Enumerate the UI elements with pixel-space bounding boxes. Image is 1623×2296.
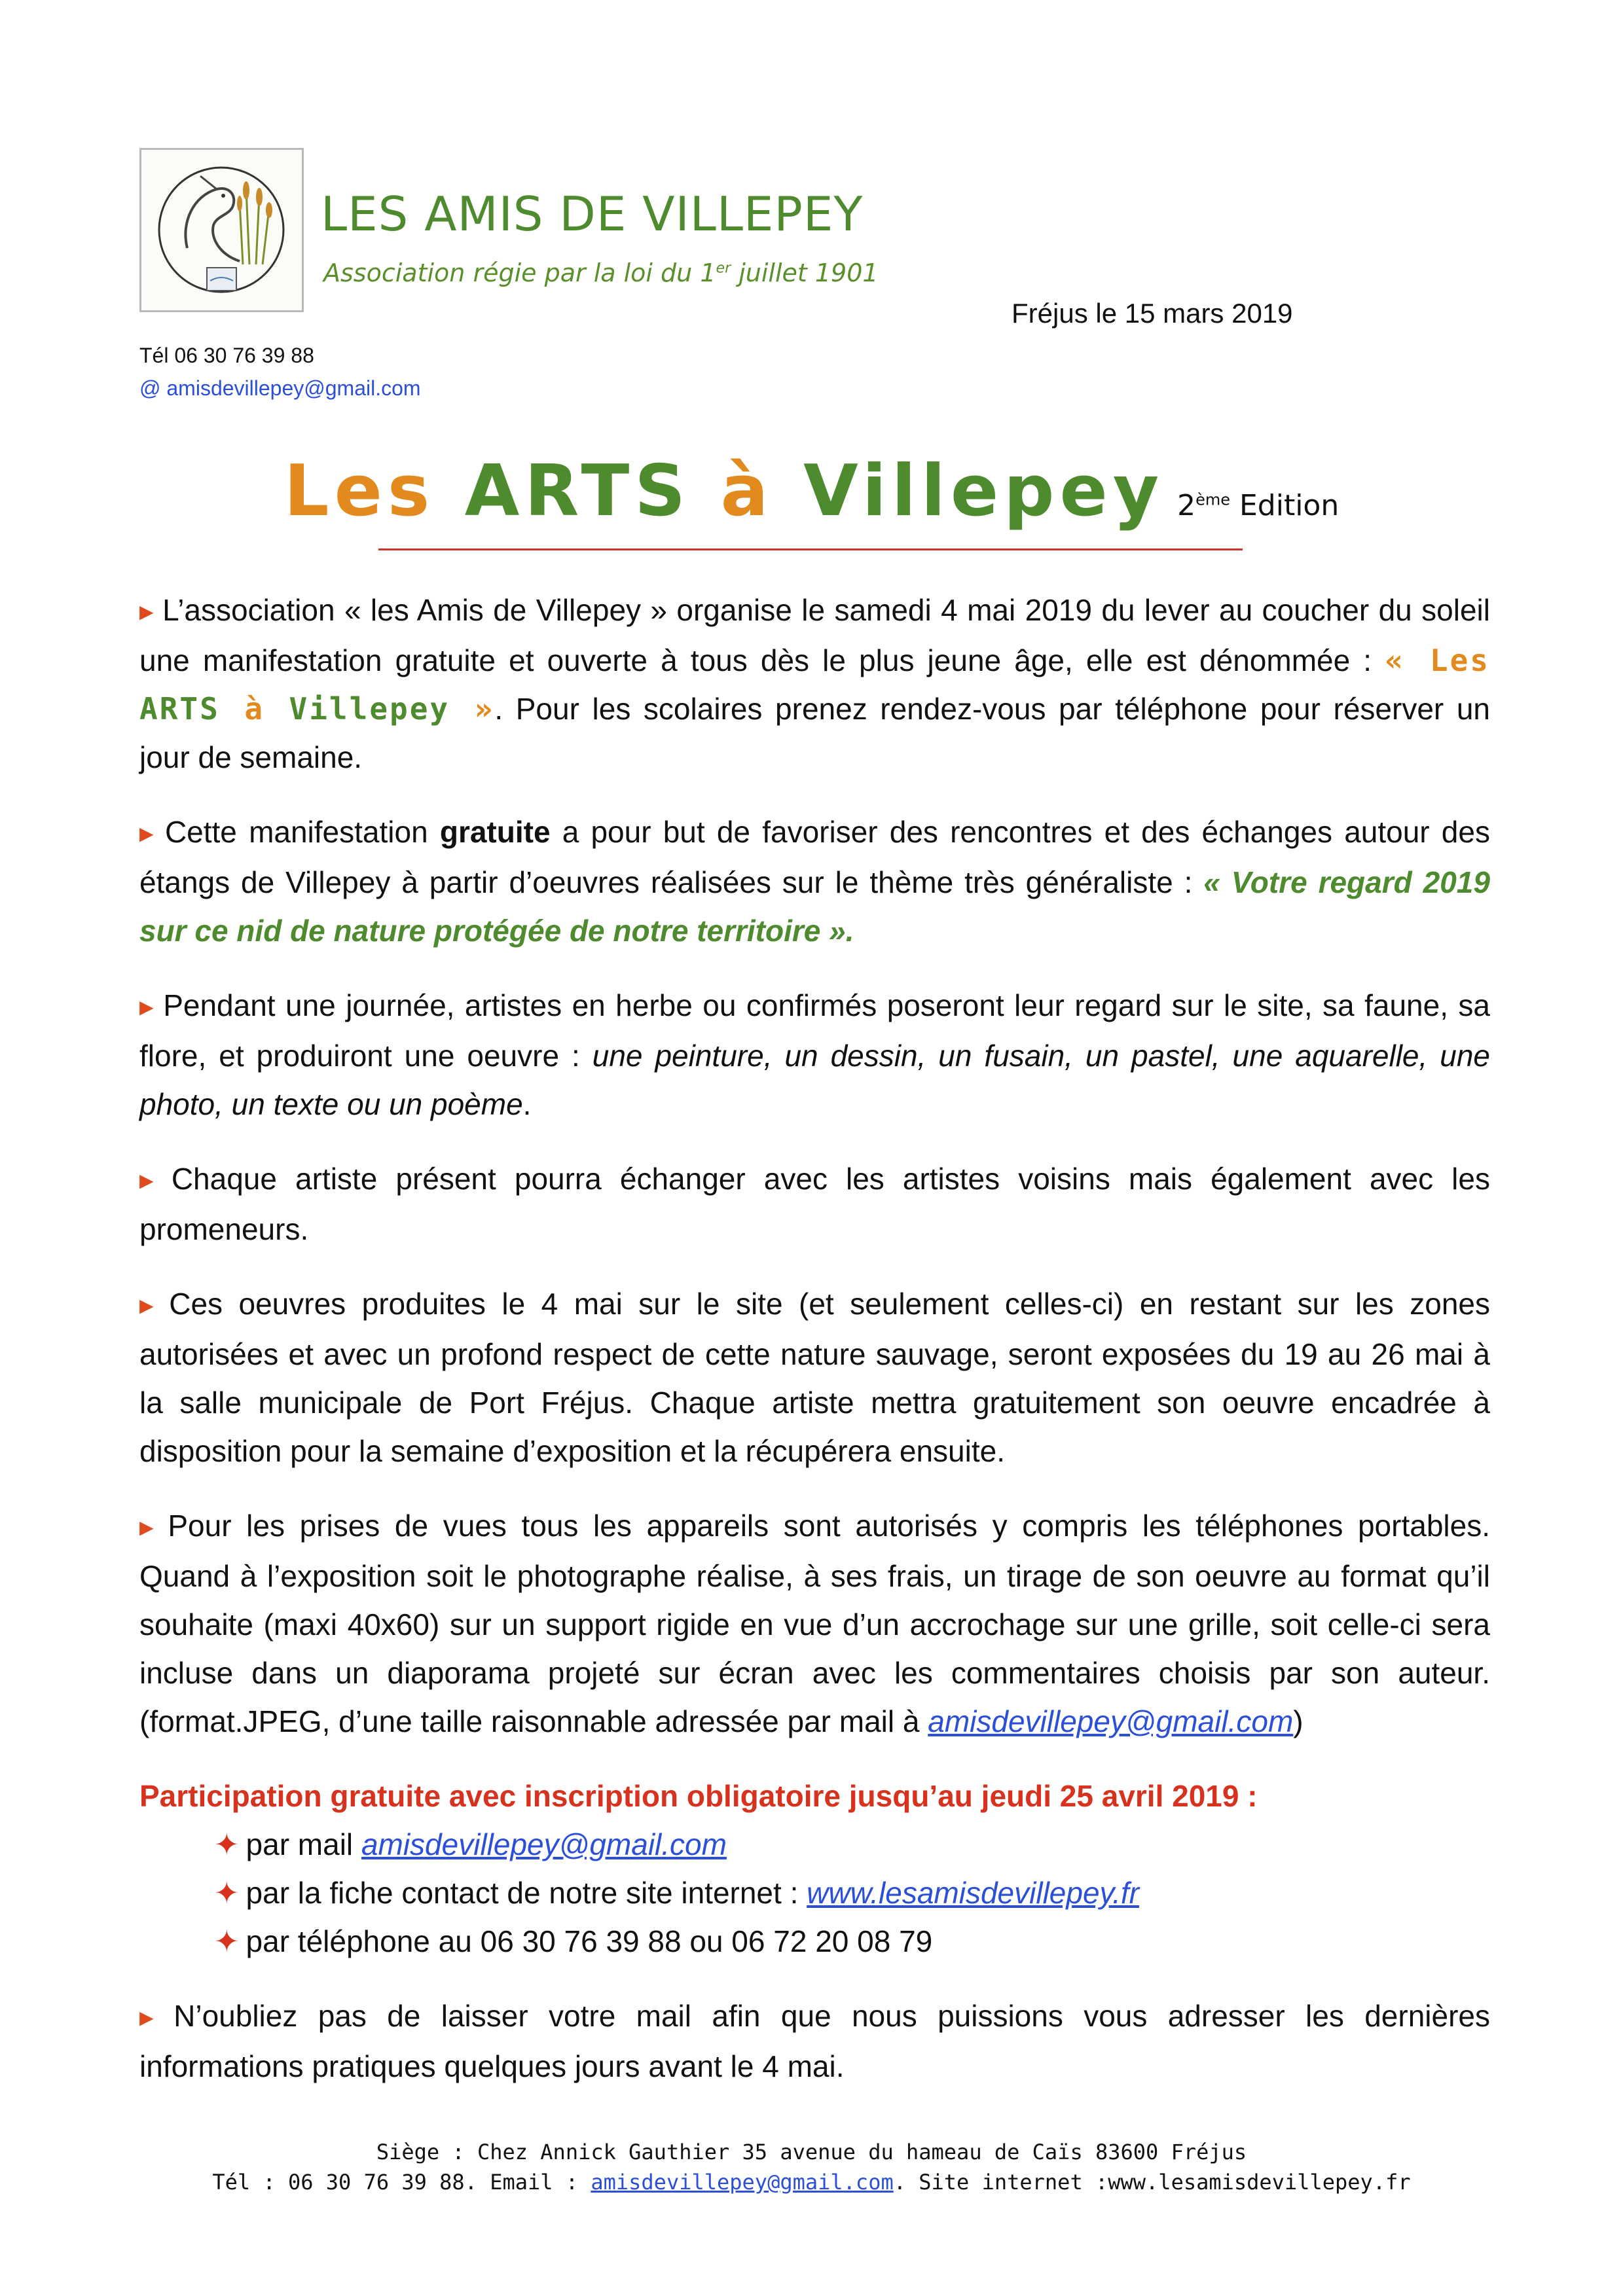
four-point-star-icon: ✦	[214, 1924, 240, 1958]
title-divider	[378, 548, 1243, 550]
edition-word: Edition	[1230, 489, 1340, 522]
title-les: Les	[283, 450, 465, 532]
triangle-right-icon: ▶	[139, 1170, 164, 1191]
triangle-right-icon: ▶	[139, 1295, 162, 1316]
edition-label	[1177, 489, 1339, 522]
photos-text: Pour les prises de vues tous les appareils sont autorisés y compris les téléphones portables. Quand à l’exposition soit le photographe réalise, à ses frais, un tirage de son oeuvre au format qu’il souhaite (maxi 40x60) sur un support rigide en vue d’un accrochage sur une grille, soit celle-ci sera incluse dans un diaporama projeté sur écran avec les commentaires choisis par son auteur. (format.JPEG, d’une taille raisonnable adressée par mail à	[139, 1509, 1490, 1738]
edition-number: 2	[1177, 489, 1196, 522]
inline-quote-open: «	[1385, 643, 1430, 678]
day-text: Pendant une journée, artistes en herbe ou confirmés poseront leur regard sur le site, sa faune, sa flore, et produiront une oeuvre :	[139, 988, 1490, 1073]
header-phone: Tél 06 30 76 39 88	[139, 344, 314, 367]
subtitle-text-end: juillet 1901	[731, 259, 879, 287]
triangle-right-icon: ▶	[139, 601, 155, 622]
inline-title-villepey: Villepey	[289, 691, 450, 726]
list-item	[214, 1869, 1490, 1917]
registration-site-label: par la fiche contact de notre site internet :	[246, 1876, 807, 1910]
purpose-text: Cette manifestation	[164, 815, 440, 849]
header-email[interactable]: @ amisdevillepey@gmail.com	[139, 376, 421, 400]
inline-title-les: Les	[1429, 643, 1490, 678]
footer-website: . Site internet :www.lesamisdevillepey.fr	[893, 2170, 1411, 2195]
inline-quote-close: »	[450, 691, 495, 726]
registration-heading: Participation gratuite avec inscription obligatoire jusqu’au jeudi 25 avril 2019 :	[139, 1779, 1258, 1813]
registration-phone: par téléphone au 06 30 76 39 88 ou 06 72 20 08 79	[246, 1924, 933, 1958]
paragraph-day	[139, 981, 1490, 1128]
four-point-star-icon: ✦	[214, 1827, 240, 1861]
paragraph-reminder	[139, 1992, 1490, 2090]
list-item	[214, 1820, 1490, 1869]
footer-email-link[interactable]: amisdevillepey@gmail.com	[591, 2170, 894, 2195]
purpose-text-cont: a pour but de favoriser des rencontres et des échanges autour des étangs de Villepey à partir d’oeuvres réalisées sur le thème très généraliste :	[139, 815, 1490, 899]
website-link[interactable]: www.lesamisdevillepey.fr	[807, 1876, 1140, 1910]
intro-text-end: . Pour les scolaires prenez rendez-vous par téléphone pour réserver un jour de semaine.	[139, 692, 1491, 774]
edition-superscript: ème	[1195, 490, 1231, 509]
photos-text-end: )	[1293, 1704, 1304, 1738]
organization-subtitle	[323, 259, 879, 287]
association-logo	[139, 148, 304, 312]
triangle-right-icon: ▶	[139, 2007, 166, 2028]
purpose-bold: gratuite	[439, 815, 551, 849]
subtitle-superscript: er	[716, 260, 731, 277]
paragraph-intro	[139, 586, 1490, 781]
organization-name: LES AMIS DE VILLEPEY	[321, 187, 864, 242]
registration-email-link[interactable]: amisdevillepey@gmail.com	[361, 1827, 727, 1861]
registration-mail-label: par mail	[246, 1827, 361, 1861]
theme-quote: « Votre regard 2019 sur ce nid de nature protégée de notre territoire ».	[139, 865, 1490, 948]
triangle-right-icon: ▶	[139, 1517, 160, 1537]
paragraph-exchange	[139, 1155, 1490, 1253]
four-point-star-icon: ✦	[214, 1876, 240, 1910]
day-text-end: .	[522, 1087, 532, 1121]
footer-phone: Tél : 06 30 76 39 88. Email :	[212, 2170, 591, 2195]
subtitle-text: Association régie par la loi du 1	[323, 259, 716, 287]
triangle-right-icon: ▶	[139, 823, 157, 844]
intro-text: L’association « les Amis de Villepey » organise le samedi 4 mai 2019 du lever au coucher du soleil une manifestation gratuite et ouverte à tous dès le plus jeune âge, elle est dénommée :	[139, 593, 1490, 677]
footer-address: Siège : Chez Annick Gauthier 35 avenue du hameau de Caïs 83600 Fréjus	[376, 2140, 1247, 2164]
triangle-right-icon: ▶	[139, 997, 156, 1017]
page-footer	[0, 2137, 1623, 2197]
paragraph-exhibition	[139, 1280, 1490, 1475]
exchange-text: Chaque artiste présent pourra échanger avec les artistes voisins mais également avec les promeneurs.	[139, 1162, 1490, 1246]
registration-list	[139, 1820, 1490, 1965]
title-arts: ARTS	[464, 450, 721, 532]
day-artwork-types: une peinture, un dessin, un fusain, un pastel, une aquarelle, une photo, un texte ou un poème	[139, 1039, 1491, 1121]
title-a: à	[720, 450, 804, 532]
letter-date: Fréjus le 15 mars 2019	[1012, 298, 1293, 329]
footer-contact	[0, 2167, 1623, 2197]
title-villepey: Villepey	[803, 450, 1165, 532]
page-title	[0, 450, 1623, 532]
list-item	[214, 1917, 1490, 1965]
email-link[interactable]: amisdevillepey@gmail.com	[928, 1704, 1294, 1738]
paragraph-purpose	[139, 808, 1490, 955]
inline-title-a: à	[244, 691, 289, 726]
heron-logo-icon	[141, 150, 302, 310]
reminder-text: N’oubliez pas de laisser votre mail afin que nous puissions vous adresser les dernières informations pratiques quelques jours avant le 4 mai.	[139, 1999, 1490, 2083]
paragraph-photos	[139, 1501, 1490, 1746]
letter-body	[139, 586, 1490, 2117]
inline-title-arts: ARTS	[139, 691, 245, 726]
exhibition-text: Ces oeuvres produites le 4 mai sur le site (et seulement celles-ci) en restant sur les zones autorisées et avec un profond respect de cette nature sauvage, seront exposées du 19 au 26 mai à la salle municipale de Port Fréjus. Chaque artiste mettra gratuitement son oeuvre encadrée à disposition pour la semaine d’exposition et la récupérera ensuite.	[139, 1287, 1490, 1468]
